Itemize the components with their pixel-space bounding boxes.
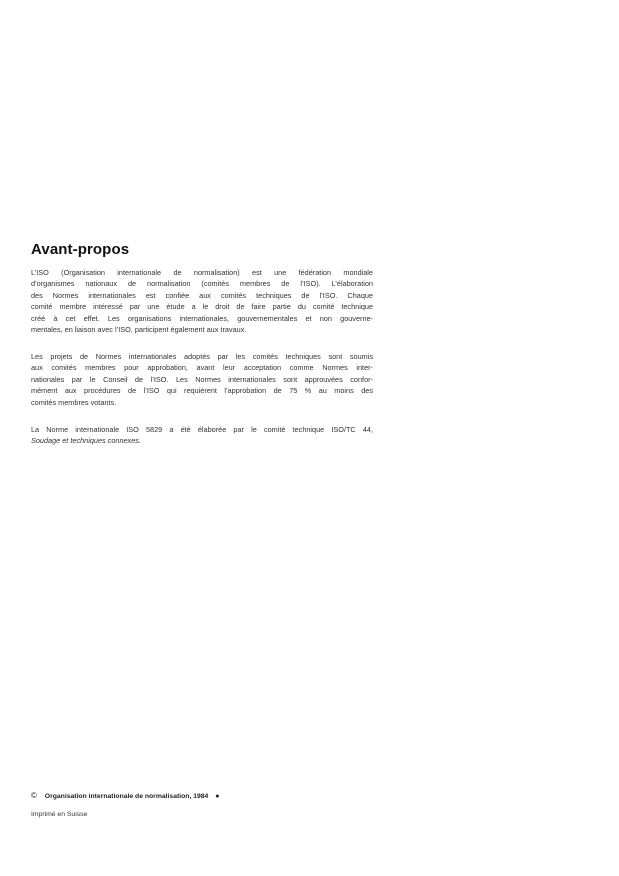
paragraph-standard-origin <box>31 424 373 447</box>
printed-in-notice: Imprimé en Suisse <box>31 811 88 818</box>
page-title: Avant-propos <box>31 241 130 258</box>
bullet-icon: ● <box>215 793 220 800</box>
copyright-text: Organisation internationale de normalisation, 1984 <box>44 793 209 800</box>
paragraph-line: aux comités membres pour approbation, avant leur acceptation comme Normes inter- <box>31 363 373 373</box>
paragraph-line: L’ISO (Organisation internationale de normalisation) est une fédération mondiale <box>31 268 373 277</box>
paragraph-line: créé à cet effet. Les organisations internationales, gouvernementales et non gouverne- <box>31 313 373 323</box>
paragraph-line: des Normes internationales est confiée aux comités techniques de l’ISO. Chaque <box>31 290 373 300</box>
paragraph-line: mentales, en liaison avec l’ISO, participent également aux travaux. <box>31 325 247 335</box>
paragraph-line: mément aux procédures de l’ISO qui requièrent l’approbation de 75 % au moins des <box>31 386 373 396</box>
paragraph-iso-description <box>31 267 373 335</box>
committee-title: Soudage et techniques connexes. <box>31 436 141 446</box>
paragraph-line: comité membre intéressé par une étude a le droit de faire partie du comité technique <box>31 302 373 312</box>
paragraph-line: nationales par le Conseil de l’ISO. Les Normes internationales sont approuvées confor- <box>31 374 373 384</box>
copyright-icon: © <box>31 791 37 800</box>
paragraph-approval-process <box>31 351 373 408</box>
paragraph-line: Les projets de Normes internationales adoptés par les comités techniques sont soumis <box>31 352 373 361</box>
paragraph-line: comités membres votants. <box>31 397 117 407</box>
paragraph-line: La Norme internationale ISO 5829 a été élaborée par le comité technique ISO/TC 44, <box>31 425 373 434</box>
paragraph-line: d’organismes nationaux de normalisation (comités membres de l’ISO). L’élaboration <box>31 279 373 289</box>
copyright-notice <box>31 791 219 800</box>
